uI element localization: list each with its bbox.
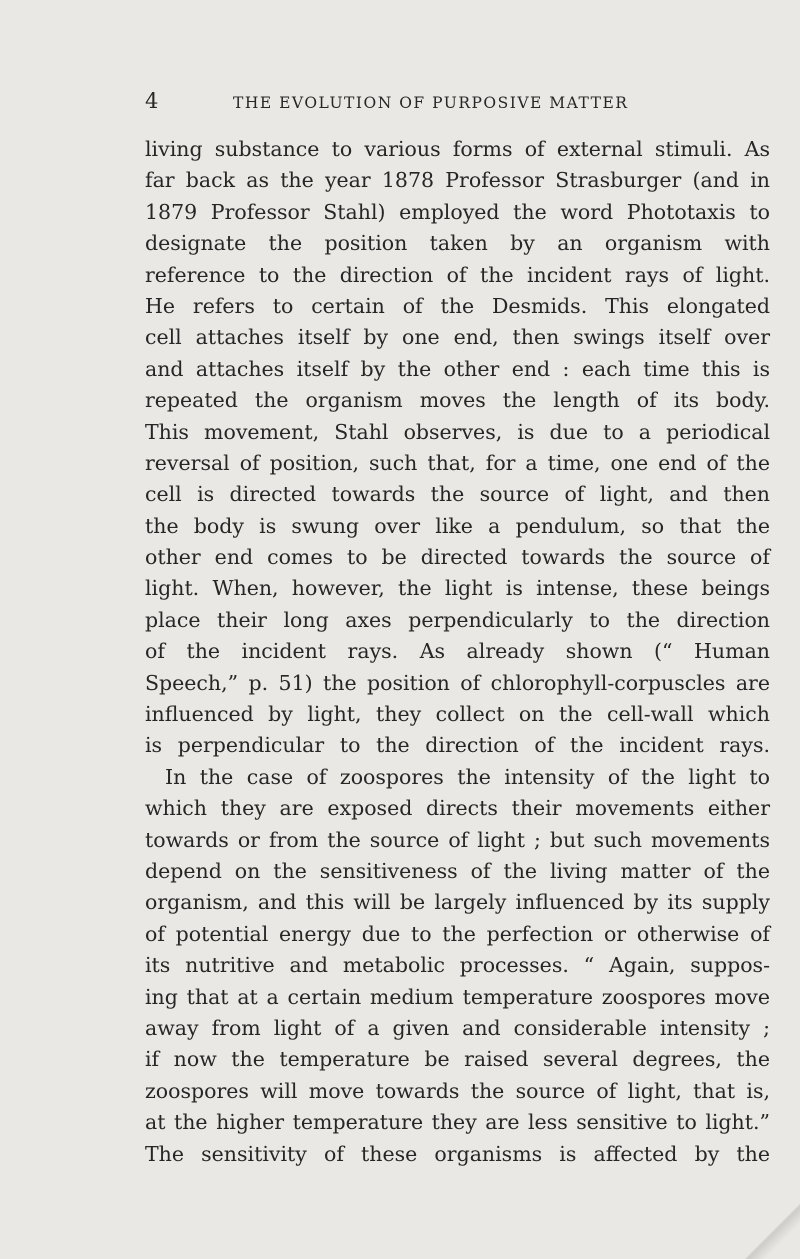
text-line: of the incident rays. As already shown (“ Human xyxy=(145,639,770,664)
page-number: 4 xyxy=(145,89,159,113)
text-line: organism, and this will be largely influenced by its supply xyxy=(145,890,770,915)
text-line: if now the temperature be raised several degrees, the xyxy=(145,1047,770,1072)
text-line: The sensitivity of these organisms is affected by the xyxy=(145,1141,770,1166)
text-line: living substance to various forms of external stimuli. As xyxy=(145,137,770,161)
text-line: designate the position taken by an organism with xyxy=(145,231,770,256)
text-line: reversal of position, such that, for a time, one end of the xyxy=(145,450,770,475)
text-line: This movement, Stahl observes, is due to a periodical xyxy=(145,419,770,444)
text-line: cell is directed towards the source of light, and then xyxy=(145,482,770,507)
text-line: Speech,” p. 51) the position of chlorophyll-corpuscles are xyxy=(145,670,770,695)
text-line: 1879 Professor Stahl) employed the word Phototaxis to xyxy=(145,199,770,224)
text-line: far back as the year 1878 Professor Strasburger (and in xyxy=(145,168,770,193)
text-line: He refers to certain of the Desmids. This elongated xyxy=(145,293,770,318)
text-line: and attaches itself by the other end : each time this is xyxy=(145,356,770,381)
text-line: light. When, however, the light is intense, these beings xyxy=(145,576,770,601)
text-line: cell attaches itself by one end, then swings itself over xyxy=(145,325,770,350)
text-line: place their long axes perpendicularly to the direction xyxy=(145,607,770,632)
text-line: its nutritive and metabolic processes. “ Again, suppos- xyxy=(145,953,770,978)
text-line: In the case of zoospores the intensity of the light to xyxy=(165,764,770,789)
text-line: towards or from the source of light ; but such movements xyxy=(145,827,770,852)
text-line: of potential energy due to the perfection or otherwise of xyxy=(145,921,770,946)
text-line: influenced by light, they collect on the cell-wall which xyxy=(145,702,770,727)
text-line: reference to the direction of the incident rays of light. xyxy=(145,262,770,287)
body-text xyxy=(145,134,770,1170)
text-line: depend on the sensitiveness of the living matter of the xyxy=(145,858,770,883)
page-header xyxy=(145,86,770,116)
text-line: at the higher temperature they are less sensitive to light.” xyxy=(145,1110,770,1135)
text-line: is perpendicular to the direction of the incident rays. xyxy=(145,733,770,758)
text-line: repeated the organism moves the length of its body. xyxy=(145,388,770,413)
text-line: other end comes to be directed towards the source of xyxy=(145,545,770,570)
running-title: THE EVOLUTION OF PURPOSIVE MATTER xyxy=(233,94,629,112)
text-line: zoospores will move towards the source of light, that is, xyxy=(145,1078,770,1103)
text-line: which they are exposed directs their movements either xyxy=(145,796,770,821)
text-line: away from light of a given and considerable intensity ; xyxy=(145,1015,770,1040)
text-line: the body is swung over like a pendulum, so that the xyxy=(145,513,770,538)
page-fold-mark xyxy=(740,1179,800,1259)
text-line: ing that at a certain medium temperature zoospores move xyxy=(145,984,770,1009)
